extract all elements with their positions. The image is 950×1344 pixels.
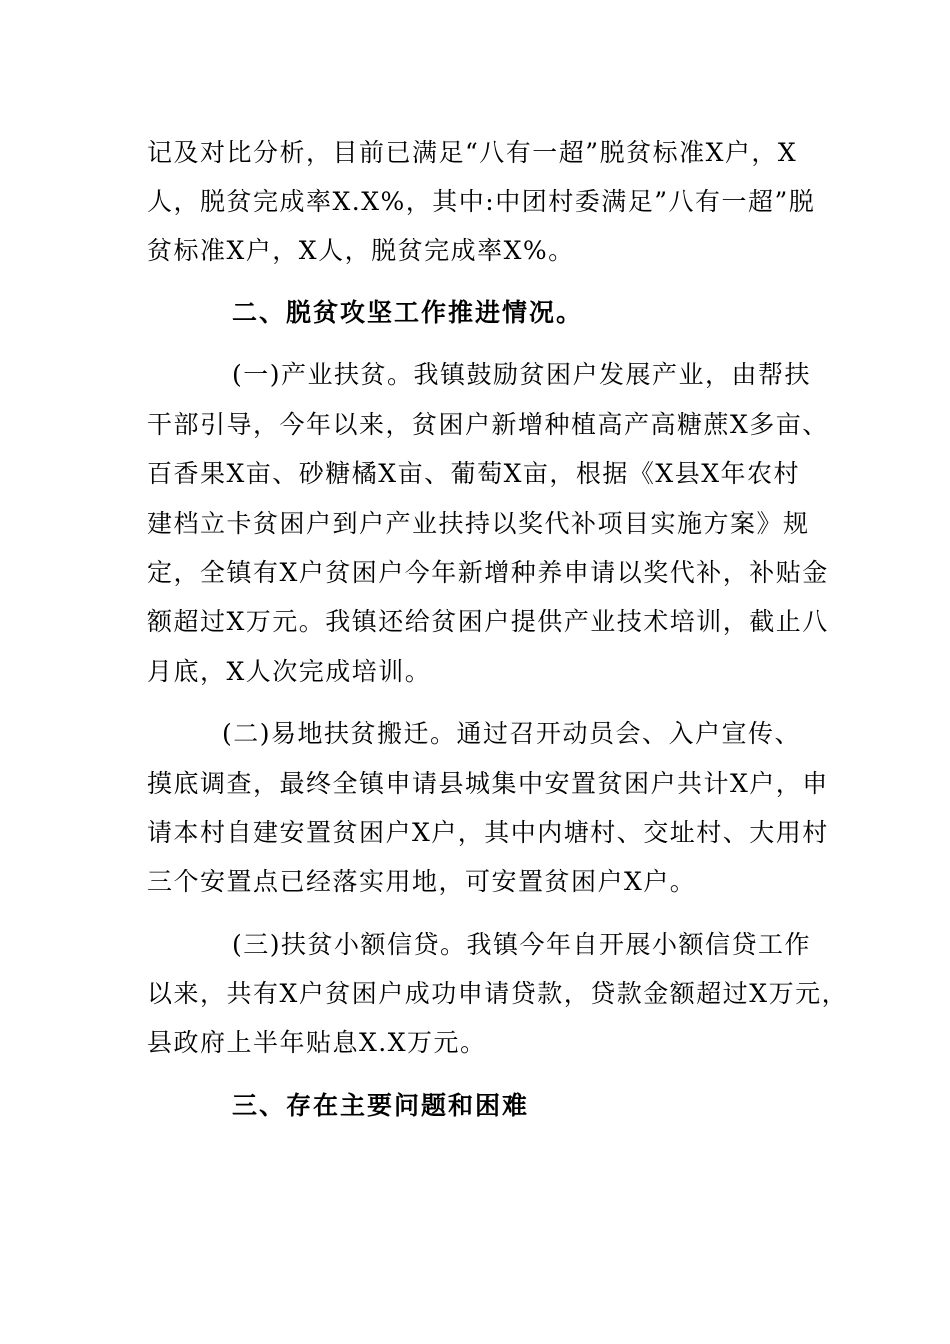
text-line: (一)产业扶贫。我镇鼓励贫困户发展产业，由帮扶 [232, 360, 812, 389]
text-line: 三个安置点已经落实用地，可安置贫困户X户。 [147, 867, 697, 896]
section-heading: 二、脱贫攻坚工作推进情况。 [232, 298, 584, 327]
text-line: 以来，共有X户贫困户成功申请贷款，贷款金额超过X万元， [147, 979, 849, 1008]
section-heading: 三、存在主要问题和困难 [232, 1091, 530, 1120]
text-line: 建档立卡贫困户到户产业扶持以奖代补项目实施方案》规 [147, 509, 810, 538]
text-line: 人，脱贫完成率X.X%，其中:中团村委满足”八有一超”脱 [147, 187, 816, 216]
text-line: (二)易地扶贫搬迁。通过召开动员会、入户宣传、 [222, 719, 802, 748]
text-line: 摸底调查，最终全镇申请县城集中安置贫困户共计X户，申 [147, 769, 829, 798]
text-line: 请本村自建安置贫困户X户，其中内塘村、交址村、大用村 [147, 818, 829, 847]
text-line: 贫标准X户，X人，脱贫完成率X%。 [147, 236, 575, 265]
text-line: 定，全镇有X户贫困户今年新增种养申请以奖代补，补贴金 [147, 558, 829, 587]
text-line: 百香果X亩、砂糖橘X亩、葡萄X亩，根据《X县X年农村 [147, 459, 800, 488]
text-line: 干部引导，今年以来，贫困户新增种植高产高糖蔗X多亩、 [147, 410, 829, 439]
text-line: 记及对比分析，目前已满足“八有一超”脱贫标准X户，X [147, 138, 798, 167]
text-line: 县政府上半年贴息X.X万元。 [147, 1028, 487, 1057]
text-line: 月底，X人次完成培训。 [147, 657, 432, 686]
text-line: 额超过X万元。我镇还给贫困户提供产业技术培训，截止八 [147, 607, 829, 636]
text-line: (三)扶贫小额信贷。我镇今年自开展小额信贷工作 [232, 930, 812, 959]
